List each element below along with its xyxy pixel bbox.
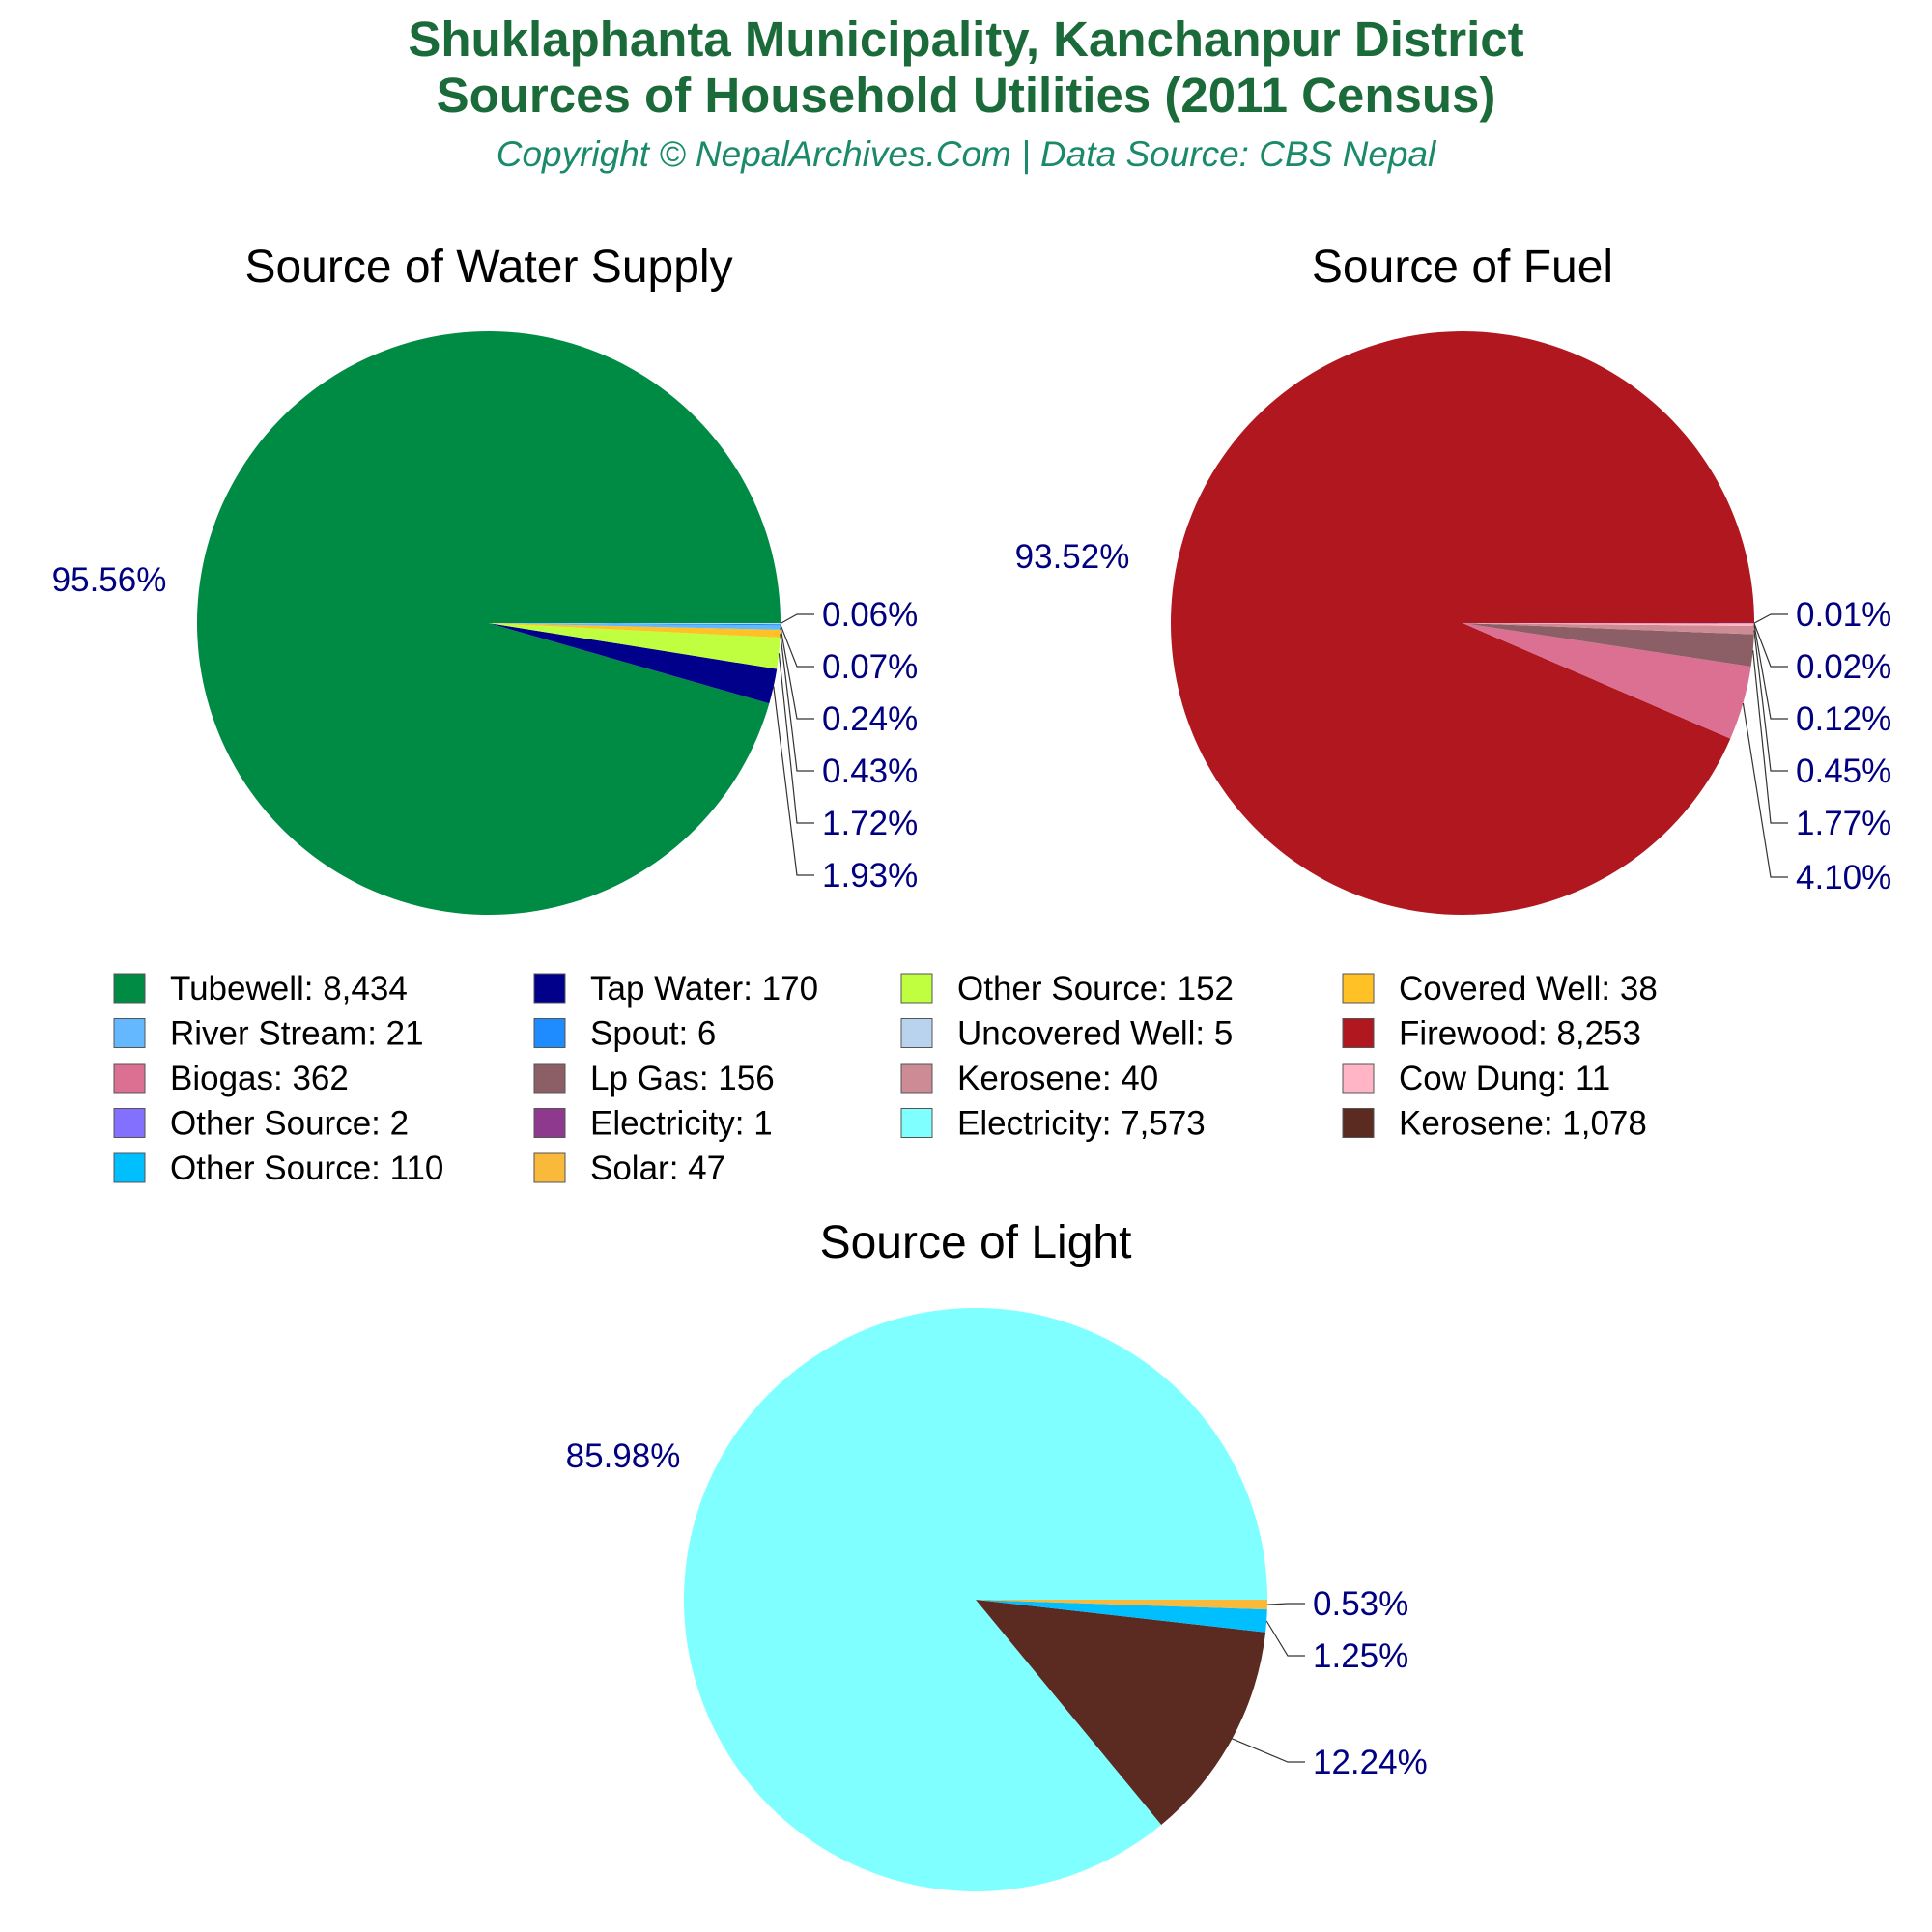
legend-swatch (901, 1109, 932, 1138)
slice-percent-label: 1.72% (822, 805, 919, 842)
leader-line (1267, 1604, 1305, 1605)
legend-swatch (114, 1064, 145, 1093)
legend-label: Other Source: 152 (957, 970, 1234, 1008)
legend-swatch (1343, 1109, 1374, 1138)
pie-chart-3 (566, 1217, 1428, 1891)
pie-chart-title: Source of Water Supply (244, 242, 733, 293)
legend-label: Cow Dung: 11 (1399, 1060, 1611, 1097)
legend-label: Lp Gas: 156 (590, 1060, 775, 1097)
legend-swatch (901, 974, 932, 1003)
legend-label: Solar: 47 (590, 1150, 726, 1187)
legend-label: Electricity: 7,573 (957, 1104, 1206, 1143)
legend-item (901, 1105, 1206, 1143)
legend-swatch (901, 1064, 932, 1093)
legend-swatch (114, 1153, 145, 1182)
legend-label: River Stream: 21 (170, 1014, 424, 1053)
legend-swatch (534, 1109, 565, 1138)
legend-item (534, 1150, 725, 1187)
slice-percent-label: 0.02% (1796, 648, 1892, 686)
legend-label: Tap Water: 170 (590, 970, 819, 1008)
legend-label: Covered Well: 38 (1399, 970, 1658, 1008)
legend-swatch (114, 1109, 145, 1138)
legend-label: Uncovered Well: 5 (957, 1014, 1234, 1053)
legend-label: Kerosene: 1,078 (1399, 1104, 1647, 1143)
slice-percent-label: 1.77% (1796, 805, 1892, 842)
legend-item (1343, 1060, 1610, 1097)
slice-percent-label: 12.24% (1313, 1744, 1428, 1781)
page-title-line-2: Sources of Household Utilities (2011 Census) (436, 68, 1496, 123)
legend-item (901, 970, 1234, 1008)
leader-line (1754, 623, 1788, 667)
legend-item (1343, 1015, 1641, 1053)
slice-percent-label: 0.53% (1313, 1585, 1409, 1623)
legend-item (901, 1060, 1158, 1097)
legend-item (1343, 970, 1658, 1008)
legend-label: Other Source: 2 (170, 1104, 410, 1143)
slice-percent-label: 0.12% (1796, 700, 1892, 738)
legend-item (114, 970, 408, 1008)
slice-percent-label: 1.93% (822, 857, 919, 895)
slice-percent-label: 93.52% (1014, 538, 1130, 576)
leader-line (1266, 1621, 1305, 1656)
page-subtitle: Copyright © NepalArchives.Com | Data Source: CBS Nepal (496, 134, 1436, 174)
legend-swatch (534, 1064, 565, 1093)
slice-percent-label: 0.07% (822, 648, 919, 686)
legend-label: Firewood: 8,253 (1399, 1014, 1641, 1053)
legend-swatch (1343, 974, 1374, 1003)
slice-percent-label: 0.01% (1796, 596, 1892, 634)
leader-line (1233, 1739, 1306, 1762)
pie-chart-title: Source of Light (819, 1217, 1132, 1268)
legend-swatch (114, 974, 145, 1003)
legend-swatch (901, 1019, 932, 1048)
slice-percent-label: 4.10% (1796, 859, 1892, 896)
pie-chart-2 (1015, 242, 1892, 915)
legend-item (114, 1015, 424, 1053)
legend-swatch (114, 1019, 145, 1048)
leader-line (781, 614, 814, 624)
legend-label: Spout: 6 (590, 1014, 717, 1053)
legend-item (534, 1060, 775, 1097)
leader-line (1754, 614, 1788, 623)
legend-item (114, 1105, 409, 1143)
legend-item (534, 1015, 716, 1053)
legend-swatch (534, 1019, 565, 1048)
legend-label: Electricity: 1 (590, 1104, 773, 1143)
pie-chart-1 (52, 242, 919, 915)
slice-percent-label: 0.45% (1796, 753, 1892, 790)
legend-swatch (1343, 1019, 1374, 1048)
legend-item (1343, 1105, 1647, 1143)
legend-item (901, 1015, 1233, 1053)
slice-percent-label: 0.06% (822, 596, 919, 634)
legend-swatch (534, 974, 565, 1003)
slice-percent-label: 95.56% (51, 561, 167, 599)
legend (114, 970, 1658, 1187)
slice-percent-label: 0.24% (822, 700, 919, 738)
slice-percent-label: 1.25% (1313, 1637, 1409, 1675)
legend-label: Other Source: 110 (170, 1150, 444, 1187)
legend-label: Tubewell: 8,434 (170, 970, 408, 1008)
legend-item (114, 1060, 349, 1097)
leader-line (774, 687, 814, 876)
slice-percent-label: 85.98% (565, 1437, 681, 1475)
legend-item (114, 1150, 443, 1187)
page-title-line-1: Shuklaphanta Municipality, Kanchanpur District (408, 12, 1524, 67)
legend-label: Kerosene: 40 (957, 1060, 1159, 1097)
leader-line (779, 653, 814, 823)
legend-swatch (534, 1153, 565, 1182)
leader-line (781, 625, 814, 667)
pie-chart-title: Source of Fuel (1311, 242, 1614, 293)
legend-item (534, 1105, 773, 1143)
legend-item (534, 970, 818, 1008)
slice-percent-label: 0.43% (822, 753, 919, 790)
legend-swatch (1343, 1064, 1374, 1093)
legend-label: Biogas: 362 (170, 1060, 349, 1097)
